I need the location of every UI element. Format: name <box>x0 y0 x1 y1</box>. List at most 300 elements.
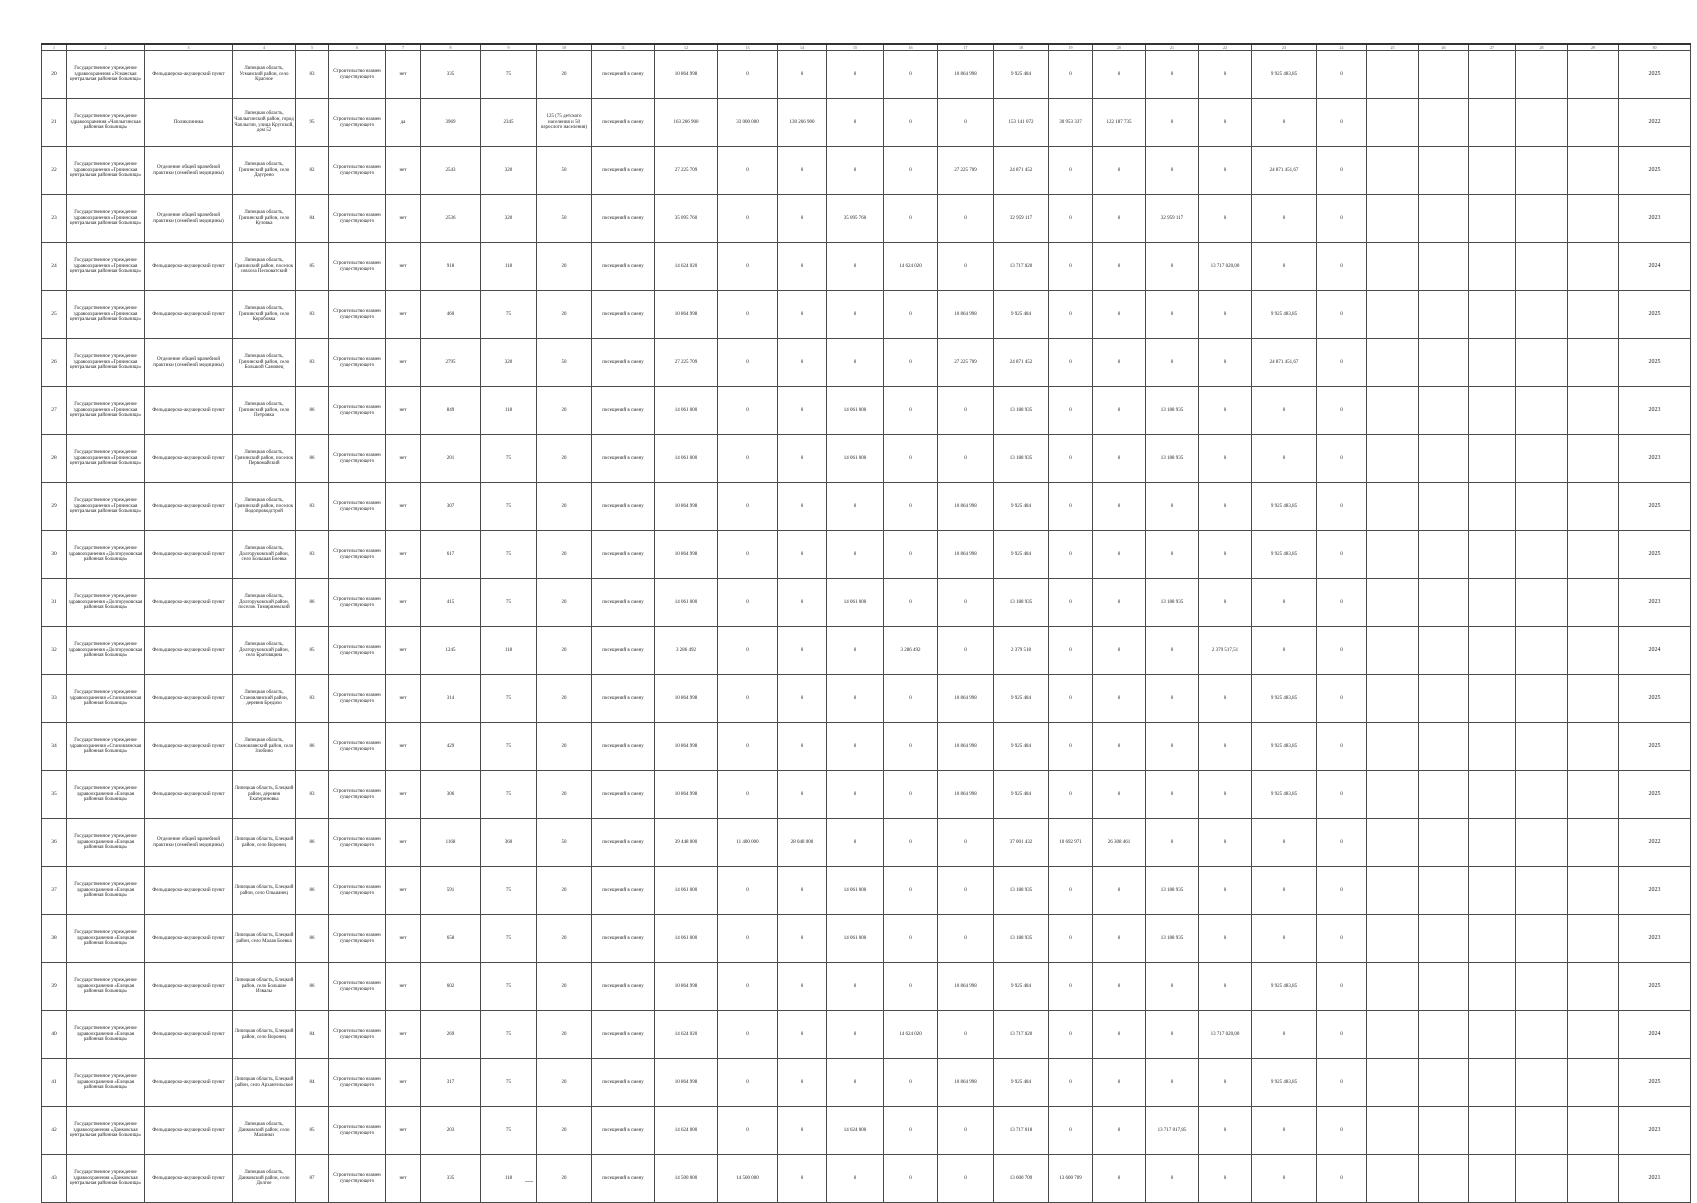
organization-cell: Государственное учреждение здравоохранения «Елецкая районная больница» <box>67 963 145 1011</box>
capacity-cell: 20 <box>537 771 592 819</box>
empty-cell <box>1568 771 1619 819</box>
empty-cell <box>1568 963 1619 1011</box>
address-cell: Липецкая область, Грязинский район, село Петровка <box>233 387 296 435</box>
facilities-table <box>41 43 1691 1203</box>
empty-cell <box>1367 387 1419 435</box>
capacity-cell: 20 <box>537 1107 592 1155</box>
population-cell: 460 <box>421 291 481 339</box>
total-cost-cell: 14 624 000 <box>655 1107 718 1155</box>
empty-cell <box>1469 819 1516 867</box>
capacity-cell: 20 <box>537 723 592 771</box>
empty-cell <box>1568 1011 1619 1059</box>
amount-cell: 14 061 000 <box>827 435 884 483</box>
column-number: 20 <box>1093 44 1146 51</box>
amount-cell: 0 <box>1199 915 1252 963</box>
column-number: 21 <box>1146 44 1199 51</box>
amount-cell: 0 <box>884 483 938 531</box>
population-cell: 918 <box>421 243 481 291</box>
amount-cell: 0 <box>1146 723 1199 771</box>
amount-cell: 0 <box>1146 243 1199 291</box>
capacity-unit-cell: посещений в смену <box>592 1059 655 1107</box>
code-cell: 86 <box>296 387 329 435</box>
empty-cell <box>1568 483 1619 531</box>
empty-cell <box>1419 1059 1469 1107</box>
address-cell: Липецкая область, Становлянский район, село Злобино <box>233 723 296 771</box>
empty-cell <box>1367 147 1419 195</box>
amount-cell: 0 <box>884 147 938 195</box>
code-cell: 84 <box>296 1011 329 1059</box>
amount-cell: 0 <box>1093 195 1146 243</box>
row-index: 37 <box>42 867 67 915</box>
address-cell: Липецкая область, Данковский район, село Долгое <box>233 1155 296 1203</box>
empty-cell <box>1568 819 1619 867</box>
amount-cell: 0 <box>1317 387 1367 435</box>
empty-cell <box>1419 147 1469 195</box>
amount-cell: 0 <box>938 915 994 963</box>
organization-cell: Государственное учреждение здравоохранения «Елецкая районная больница» <box>67 1059 145 1107</box>
amount-cell: 0 <box>1317 723 1367 771</box>
capacity-unit-cell: посещений в смену <box>592 723 655 771</box>
year-cell: 2023 <box>1619 1107 1691 1155</box>
amount-cell: 0 <box>778 627 827 675</box>
amount-cell: 0 <box>1093 1059 1146 1107</box>
amount-cell: 0 <box>1199 291 1252 339</box>
amount-cell: 0 <box>1199 51 1252 99</box>
population-cell: 591 <box>421 867 481 915</box>
amount-cell: 0 <box>1199 531 1252 579</box>
amount-cell: 0 <box>1199 435 1252 483</box>
amount-cell: 13 188 935 <box>1146 435 1199 483</box>
empty-cell <box>1367 243 1419 291</box>
amount-cell: 0 <box>1093 627 1146 675</box>
amount-cell: 0 <box>1252 99 1317 147</box>
flag-cell: нет <box>386 579 421 627</box>
amount-cell: 0 <box>1252 387 1317 435</box>
amount-cell: 0 <box>1093 1155 1146 1203</box>
column-number: 19 <box>1049 44 1093 51</box>
amount-cell: 13 188 935 <box>994 435 1049 483</box>
amount-cell: 0 <box>1093 915 1146 963</box>
amount-cell: 0 <box>718 483 778 531</box>
empty-cell <box>1516 1059 1568 1107</box>
empty-cell <box>1516 243 1568 291</box>
empty-cell <box>1469 915 1516 963</box>
area-cell: 75 <box>481 51 537 99</box>
empty-cell <box>1516 387 1568 435</box>
amount-cell: 0 <box>827 99 884 147</box>
address-cell: Липецкая область, Долгоруковский район, село Братовщина <box>233 627 296 675</box>
area-cell: 75 <box>481 291 537 339</box>
address-cell: Липецкая область, Грязинский район, поселок совхоза Песковатский <box>233 243 296 291</box>
amount-cell: 13 717 020,00 <box>1199 1011 1252 1059</box>
total-cost-cell: 10 864 998 <box>655 963 718 1011</box>
area-cell: 75 <box>481 867 537 915</box>
amount-cell: 0 <box>1146 99 1199 147</box>
column-number: 23 <box>1252 44 1317 51</box>
amount-cell: 0 <box>1049 51 1093 99</box>
capacity-cell: 20 <box>537 915 592 963</box>
capacity-cell: 20 <box>537 867 592 915</box>
row-index: 33 <box>42 675 67 723</box>
amount-cell: 0 <box>778 195 827 243</box>
empty-cell <box>1367 723 1419 771</box>
amount-cell: 0 <box>718 963 778 1011</box>
empty-cell <box>1568 291 1619 339</box>
amount-cell: 10 864 998 <box>938 723 994 771</box>
organization-cell: Государственное учреждение здравоохранения «Грязинская центральная районная больница» <box>67 195 145 243</box>
code-cell: 83 <box>296 483 329 531</box>
year-cell: 2024 <box>1619 627 1691 675</box>
area-cell: 75 <box>481 915 537 963</box>
amount-cell: 0 <box>1199 675 1252 723</box>
organization-cell: Государственное учреждение здравоохранения «Грязинская центральная районная больница» <box>67 147 145 195</box>
empty-cell <box>1367 483 1419 531</box>
amount-cell: 14 061 000 <box>827 867 884 915</box>
empty-cell <box>1516 627 1568 675</box>
row-index: 34 <box>42 723 67 771</box>
facility-type-cell: Фельдшерско-акушерский пункт <box>145 675 233 723</box>
area-cell: 75 <box>481 675 537 723</box>
capacity-cell: 20 <box>537 483 592 531</box>
empty-cell <box>1419 531 1469 579</box>
capacity-unit-cell: посещений в смену <box>592 243 655 291</box>
empty-cell <box>1516 723 1568 771</box>
population-cell: 849 <box>421 387 481 435</box>
amount-cell: 0 <box>1252 579 1317 627</box>
facility-type-cell: Отделение общей врачебной практики (семейной медицины) <box>145 819 233 867</box>
amount-cell: 0 <box>778 291 827 339</box>
code-cell: 95 <box>296 99 329 147</box>
amount-cell: 0 <box>778 579 827 627</box>
amount-cell: 0 <box>1049 387 1093 435</box>
row-index: 25 <box>42 291 67 339</box>
address-cell: Липецкая область, Елецкий район, село Воронец <box>233 1011 296 1059</box>
column-number: 13 <box>718 44 778 51</box>
row-index: 31 <box>42 579 67 627</box>
year-cell: 2025 <box>1619 531 1691 579</box>
empty-cell <box>1367 771 1419 819</box>
amount-cell: 0 <box>1317 531 1367 579</box>
area-cell: 75 <box>481 1059 537 1107</box>
amount-cell: 0 <box>1049 867 1093 915</box>
amount-cell: 0 <box>884 867 938 915</box>
capacity-unit-cell: посещений в смену <box>592 1155 655 1203</box>
facility-type-cell: Поликлиника <box>145 99 233 147</box>
amount-cell: 9 925 483,85 <box>1252 723 1317 771</box>
amount-cell: 0 <box>1049 195 1093 243</box>
organization-cell: Государственное учреждение здравоохранения «Долгоруковская районная больница» <box>67 579 145 627</box>
amount-cell: 153 141 072 <box>994 99 1049 147</box>
facility-type-cell: Фельдшерско-акушерский пункт <box>145 291 233 339</box>
work-type-cell: Строительство взамен существующего <box>329 483 386 531</box>
organization-cell: Государственное учреждение здравоохранения «Становлянская районная больница» <box>67 675 145 723</box>
amount-cell: 0 <box>1317 867 1367 915</box>
organization-cell: Государственное учреждение здравоохранения «Усманская центральная районная больница» <box>67 51 145 99</box>
code-cell: 87 <box>296 1155 329 1203</box>
amount-cell: 0 <box>938 627 994 675</box>
amount-cell: 0 <box>938 1155 994 1203</box>
total-cost-cell: 39 448 000 <box>655 819 718 867</box>
year-cell: 2023 <box>1619 387 1691 435</box>
column-number: 15 <box>827 44 884 51</box>
code-cell: 86 <box>296 723 329 771</box>
table-row <box>42 963 1691 1011</box>
empty-cell <box>1469 1107 1516 1155</box>
empty-cell <box>1469 435 1516 483</box>
capacity-cell: 20 <box>537 291 592 339</box>
year-cell: 2025 <box>1619 723 1691 771</box>
amount-cell: 0 <box>884 579 938 627</box>
code-cell: 83 <box>296 771 329 819</box>
amount-cell: 0 <box>1317 147 1367 195</box>
amount-cell: 0 <box>1093 963 1146 1011</box>
year-cell: 2023 <box>1619 867 1691 915</box>
amount-cell: 0 <box>938 867 994 915</box>
flag-cell: нет <box>386 675 421 723</box>
amount-cell: 0 <box>1199 723 1252 771</box>
empty-cell <box>1367 819 1419 867</box>
amount-cell: 0 <box>1199 867 1252 915</box>
amount-cell: 0 <box>1317 1107 1367 1155</box>
amount-cell: 10 864 998 <box>938 531 994 579</box>
area-cell: 320 <box>481 147 537 195</box>
amount-cell: 0 <box>1199 147 1252 195</box>
amount-cell: 0 <box>1093 771 1146 819</box>
population-cell: 1168 <box>421 819 481 867</box>
address-cell: Липецкая область, Елецкий район, село Воронец <box>233 819 296 867</box>
amount-cell: 0 <box>1199 963 1252 1011</box>
facility-type-cell: Фельдшерско-акушерский пункт <box>145 483 233 531</box>
amount-cell: 0 <box>778 531 827 579</box>
amount-cell: 0 <box>1252 435 1317 483</box>
empty-cell <box>1419 867 1469 915</box>
amount-cell: 9 925 484 <box>994 1059 1049 1107</box>
organization-cell: Государственное учреждение здравоохранения «Грязинская центральная районная больница» <box>67 291 145 339</box>
amount-cell: 0 <box>1252 1107 1317 1155</box>
empty-cell <box>1419 675 1469 723</box>
amount-cell: 0 <box>1317 819 1367 867</box>
address-cell: Липецкая область, Елецкий район, село Ольшанец <box>233 867 296 915</box>
address-cell: Липецкая область, Грязинский район, поселок Водопроводстрой <box>233 483 296 531</box>
amount-cell: 0 <box>1146 339 1199 387</box>
facility-type-cell: Фельдшерско-акушерский пункт <box>145 51 233 99</box>
flag-cell: нет <box>386 435 421 483</box>
row-index: 40 <box>42 1011 67 1059</box>
amount-cell: 0 <box>827 1011 884 1059</box>
amount-cell: 0 <box>1317 1011 1367 1059</box>
column-number: 11 <box>592 44 655 51</box>
row-index: 22 <box>42 147 67 195</box>
empty-cell <box>1469 339 1516 387</box>
amount-cell: 0 <box>1317 339 1367 387</box>
empty-cell <box>1367 579 1419 627</box>
total-cost-cell: 14 061 000 <box>655 915 718 963</box>
amount-cell: 0 <box>884 675 938 723</box>
amount-cell: 0 <box>778 867 827 915</box>
year-cell: 2025 <box>1619 291 1691 339</box>
flag-cell: нет <box>386 627 421 675</box>
capacity-unit-cell: посещений в смену <box>592 771 655 819</box>
code-cell: 86 <box>296 963 329 1011</box>
address-cell: Липецкая область, Грязинский район, село Даугрено <box>233 147 296 195</box>
area-cell: 75 <box>481 963 537 1011</box>
amount-cell: 9 925 483,85 <box>1252 531 1317 579</box>
work-type-cell: Строительство взамен существующего <box>329 627 386 675</box>
empty-cell <box>1367 531 1419 579</box>
amount-cell: 24 871 452 <box>994 339 1049 387</box>
amount-cell: 13 188 935 <box>1146 579 1199 627</box>
total-cost-cell: 10 864 998 <box>655 483 718 531</box>
empty-cell <box>1516 1011 1568 1059</box>
work-type-cell: Строительство взамен существующего <box>329 291 386 339</box>
row-index: 21 <box>42 99 67 147</box>
amount-cell: 0 <box>718 291 778 339</box>
empty-cell <box>1419 339 1469 387</box>
facility-type-cell: Фельдшерско-акушерский пункт <box>145 1155 233 1203</box>
table-row <box>42 915 1691 963</box>
amount-cell: 0 <box>1049 291 1093 339</box>
amount-cell: 0 <box>1049 243 1093 291</box>
amount-cell: 14 061 000 <box>827 387 884 435</box>
capacity-unit-cell: посещений в смену <box>592 195 655 243</box>
empty-cell <box>1568 435 1619 483</box>
column-number: 6 <box>329 44 386 51</box>
amount-cell: 0 <box>884 531 938 579</box>
empty-cell <box>1367 915 1419 963</box>
work-type-cell: Строительство взамен существующего <box>329 675 386 723</box>
empty-cell <box>1419 243 1469 291</box>
organization-cell: Государственное учреждение здравоохранения «Данковская центральная районная больница» <box>67 1155 145 1203</box>
population-cell: 2795 <box>421 339 481 387</box>
empty-cell <box>1516 291 1568 339</box>
population-cell: 3969 <box>421 99 481 147</box>
code-cell: 86 <box>296 915 329 963</box>
year-cell: 2023 <box>1619 579 1691 627</box>
amount-cell: 0 <box>827 1155 884 1203</box>
organization-cell: Государственное учреждение здравоохранения «Грязинская центральная районная больница» <box>67 435 145 483</box>
flag-cell: нет <box>386 723 421 771</box>
amount-cell: 0 <box>718 1059 778 1107</box>
empty-cell <box>1367 627 1419 675</box>
capacity-unit-cell: посещений в смену <box>592 435 655 483</box>
amount-cell: 13 600 709 <box>1049 1155 1093 1203</box>
table-row <box>42 243 1691 291</box>
year-cell: 2022 <box>1619 99 1691 147</box>
total-cost-cell: 14 061 000 <box>655 435 718 483</box>
table-row <box>42 819 1691 867</box>
amount-cell: 0 <box>1049 771 1093 819</box>
empty-cell <box>1568 339 1619 387</box>
row-index: 39 <box>42 963 67 1011</box>
work-type-cell: Строительство взамен существующего <box>329 1155 386 1203</box>
empty-cell <box>1516 483 1568 531</box>
area-cell: 75 <box>481 435 537 483</box>
flag-cell: нет <box>386 147 421 195</box>
flag-cell: нет <box>386 51 421 99</box>
amount-cell: 0 <box>827 243 884 291</box>
amount-cell: 0 <box>718 579 778 627</box>
work-type-cell: Строительство взамен существующего <box>329 339 386 387</box>
amount-cell: 0 <box>884 1155 938 1203</box>
year-cell: 2025 <box>1619 1059 1691 1107</box>
amount-cell: 9 925 484 <box>994 771 1049 819</box>
address-cell: Липецкая область, Елецкий район, село Архангельское <box>233 1059 296 1107</box>
amount-cell: 0 <box>778 243 827 291</box>
empty-cell <box>1469 243 1516 291</box>
empty-cell <box>1419 819 1469 867</box>
table-row <box>42 99 1691 147</box>
amount-cell: 0 <box>1049 579 1093 627</box>
empty-cell <box>1419 1011 1469 1059</box>
empty-cell <box>1469 1059 1516 1107</box>
amount-cell: 0 <box>884 1059 938 1107</box>
amount-cell: 0 <box>938 387 994 435</box>
amount-cell: 0 <box>1049 675 1093 723</box>
work-type-cell: Строительство взамен существующего <box>329 243 386 291</box>
amount-cell: 0 <box>1317 771 1367 819</box>
facility-type-cell: Фельдшерско-акушерский пункт <box>145 627 233 675</box>
amount-cell: 24 871 451,67 <box>1252 339 1317 387</box>
amount-cell: 0 <box>1317 51 1367 99</box>
work-type-cell: Строительство взамен существующего <box>329 147 386 195</box>
column-number: 26 <box>1419 44 1469 51</box>
amount-cell: 13 600 709 <box>994 1155 1049 1203</box>
capacity-unit-cell: посещений в смену <box>592 291 655 339</box>
amount-cell: 13 188 935 <box>994 915 1049 963</box>
row-index: 43 <box>42 1155 67 1203</box>
capacity-unit-cell: посещений в смену <box>592 483 655 531</box>
empty-cell <box>1419 579 1469 627</box>
work-type-cell: Строительство взамен существующего <box>329 1107 386 1155</box>
amount-cell: 0 <box>1199 1059 1252 1107</box>
capacity-unit-cell: посещений в смену <box>592 915 655 963</box>
amount-cell: 0 <box>1049 435 1093 483</box>
amount-cell: 10 864 998 <box>938 291 994 339</box>
capacity-cell: 50 <box>537 147 592 195</box>
capacity-cell: 20 <box>537 627 592 675</box>
amount-cell: 0 <box>778 435 827 483</box>
empty-cell <box>1516 195 1568 243</box>
row-index: 32 <box>42 627 67 675</box>
amount-cell: 0 <box>778 675 827 723</box>
amount-cell: 13 717 020 <box>994 1011 1049 1059</box>
facility-type-cell: Фельдшерско-акушерский пункт <box>145 387 233 435</box>
empty-cell <box>1367 51 1419 99</box>
amount-cell: 0 <box>1317 195 1367 243</box>
empty-cell <box>1516 1107 1568 1155</box>
amount-cell: 9 925 484 <box>994 51 1049 99</box>
amount-cell: 13 188 935 <box>1146 915 1199 963</box>
amount-cell: 13 188 935 <box>1146 387 1199 435</box>
empty-cell <box>1419 291 1469 339</box>
amount-cell: 0 <box>1317 675 1367 723</box>
total-cost-cell: 14 061 000 <box>655 387 718 435</box>
capacity-unit-cell: посещений в смену <box>592 387 655 435</box>
empty-cell <box>1568 675 1619 723</box>
amount-cell: 28 048 000 <box>778 819 827 867</box>
year-cell: 2025 <box>1619 147 1691 195</box>
capacity-cell: 125 (75 детского населения и 50 взрослого населения) <box>537 99 592 147</box>
amount-cell: 0 <box>778 1107 827 1155</box>
capacity-cell: 20 <box>537 1155 592 1203</box>
table-row <box>42 675 1691 723</box>
year-cell: 2025 <box>1619 483 1691 531</box>
empty-cell <box>1419 483 1469 531</box>
amount-cell: 0 <box>1252 867 1317 915</box>
amount-cell: 130 266 900 <box>778 99 827 147</box>
amount-cell: 0 <box>1252 915 1317 963</box>
work-type-cell: Строительство взамен существующего <box>329 51 386 99</box>
